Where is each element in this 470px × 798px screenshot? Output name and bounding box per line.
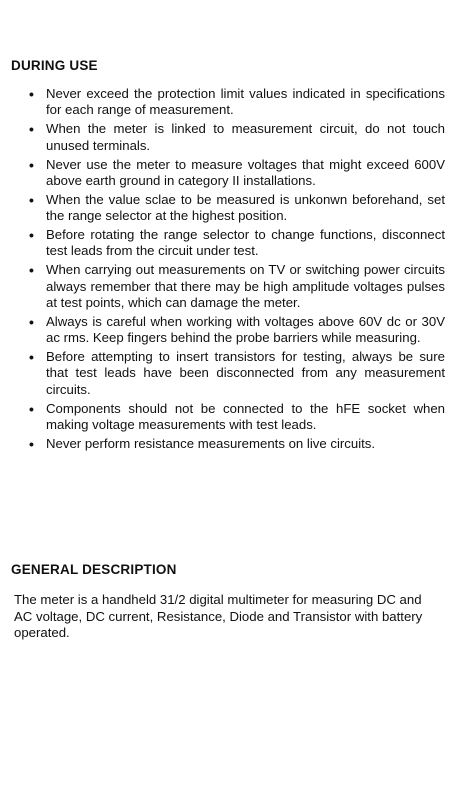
- list-item-text: Before rotating the range selector to change functions, disconnect test leads from the circuit under test.: [46, 227, 445, 259]
- section-heading-during-use: DURING USE: [11, 58, 98, 73]
- list-item: [0, 401, 445, 433]
- list-item-text: Always is careful when working with voltages above 60V dc or 30V ac rms. Keep fingers behind the probe barriers while measuring.: [46, 313, 445, 346]
- list-item-text: Never perform resistance measurements on live circuits.: [46, 436, 376, 452]
- general-description-text: The meter is a handheld 31/2 digital multimeter for measuring DC and AC voltage, DC current, Resistance, Diode and Transistor with battery operated.: [14, 592, 423, 640]
- bullet-icon: •: [29, 227, 34, 244]
- bullet-icon: •: [29, 313, 34, 330]
- list-item: [0, 157, 445, 189]
- list-item: [0, 192, 445, 224]
- list-item-text: When the value sclae to be measured is unkonwn beforehand, set the range selector at the highest position.: [46, 191, 445, 224]
- list-item-text: Before attempting to insert transistors for testing, always be sure that test leads have been disconnected from any measurement circuits.: [46, 349, 445, 397]
- list-item-text: When the meter is linked to measurement circuit, do not touch unused terminals.: [46, 121, 445, 153]
- list-item: [0, 262, 445, 311]
- bullet-icon: •: [29, 86, 34, 102]
- bullet-icon: •: [29, 436, 34, 453]
- bullet-icon: •: [29, 400, 34, 417]
- bullet-icon: •: [29, 262, 34, 279]
- list-item-text: When carrying out measurements on TV or switching power circuits always remember that there may be high amplitude voltages pulses at test points, which can damage the meter.: [46, 262, 445, 310]
- list-item-text: Never use the meter to measure voltages that might exceed 600V above earth ground in category II installations.: [46, 156, 445, 188]
- list-item: [0, 86, 445, 118]
- list-item: [0, 121, 445, 153]
- list-item: [0, 436, 445, 452]
- bullet-icon: •: [29, 121, 34, 138]
- list-item: [0, 314, 445, 346]
- list-item: [0, 227, 445, 259]
- list-item: [0, 349, 445, 398]
- bullet-icon: •: [29, 349, 34, 366]
- section-heading-general-description: GENERAL DESCRIPTION: [11, 562, 177, 577]
- safety-list: [0, 86, 445, 455]
- bullet-icon: •: [29, 156, 34, 173]
- list-item-text: Never exceed the protection limit values indicated in specifications for each range of measurement.: [46, 86, 445, 118]
- bullet-icon: •: [29, 191, 34, 208]
- list-item-text: Components should not be connected to the hFE socket when making voltage measurements with test leads.: [46, 400, 445, 432]
